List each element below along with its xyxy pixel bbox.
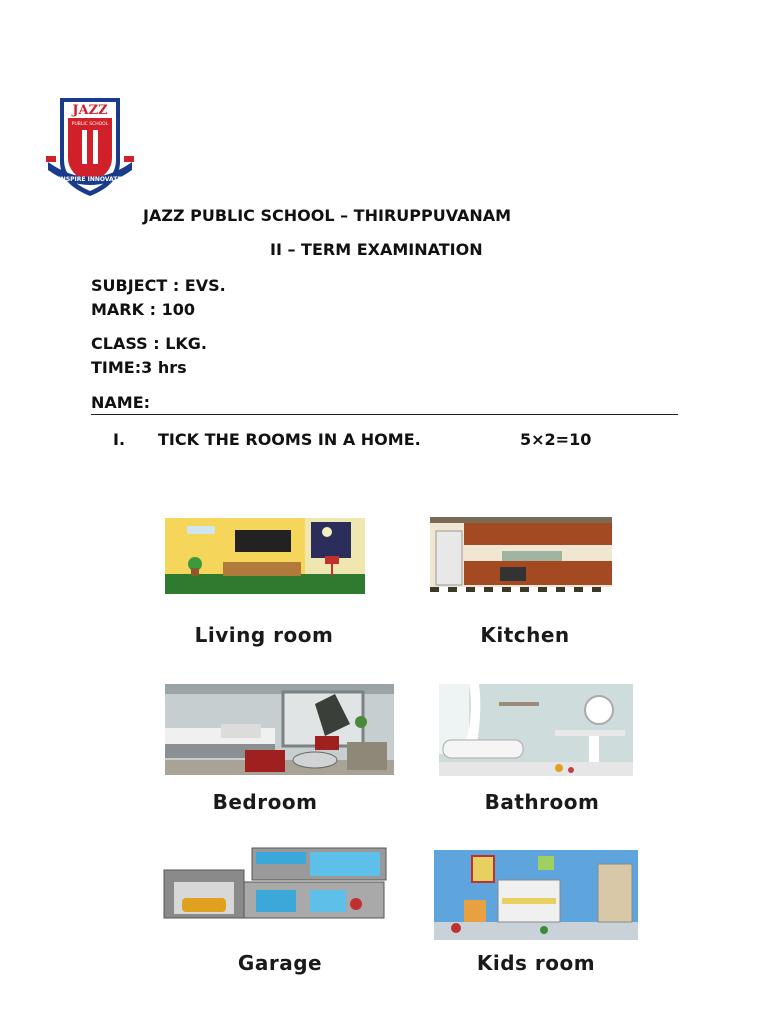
school-logo	[38, 92, 143, 204]
logo-name: JAZZ	[72, 103, 108, 118]
name-answer-line[interactable]	[91, 414, 678, 415]
room-label-living-room: Living room	[194, 623, 334, 647]
room-label-kitchen: Kitchen	[480, 623, 570, 647]
name-label: NAME:	[91, 393, 151, 412]
question-text: TICK THE ROOMS IN A HOME.	[158, 430, 421, 449]
kitchen-image[interactable]	[430, 517, 612, 596]
logo-subtitle: PUBLIC SCHOOL	[71, 122, 109, 127]
bathroom-image[interactable]	[439, 684, 633, 776]
room-label-bedroom: Bedroom	[212, 790, 318, 814]
bedroom-image[interactable]	[165, 684, 394, 775]
logo-motto: INSPIRE INNOVATE	[58, 176, 122, 183]
living-room-image[interactable]	[165, 518, 365, 594]
kids-room-image[interactable]	[434, 850, 638, 940]
mark-line: MARK : 100	[91, 300, 195, 319]
room-label-bathroom: Bathroom	[484, 790, 600, 814]
school-name: JAZZ PUBLIC SCHOOL – THIRUPPUVANAM	[143, 206, 512, 225]
question-marks: 5×2=10	[520, 430, 592, 449]
question-number: I.	[113, 430, 126, 449]
exam-title: II – TERM EXAMINATION	[270, 240, 483, 259]
subject-line: SUBJECT : EVS.	[91, 276, 226, 295]
room-label-garage: Garage	[237, 951, 323, 975]
room-label-kids-room: Kids room	[476, 951, 596, 975]
time-line: TIME:3 hrs	[91, 358, 187, 377]
garage-image[interactable]	[160, 846, 390, 920]
class-line: CLASS : LKG.	[91, 334, 207, 353]
